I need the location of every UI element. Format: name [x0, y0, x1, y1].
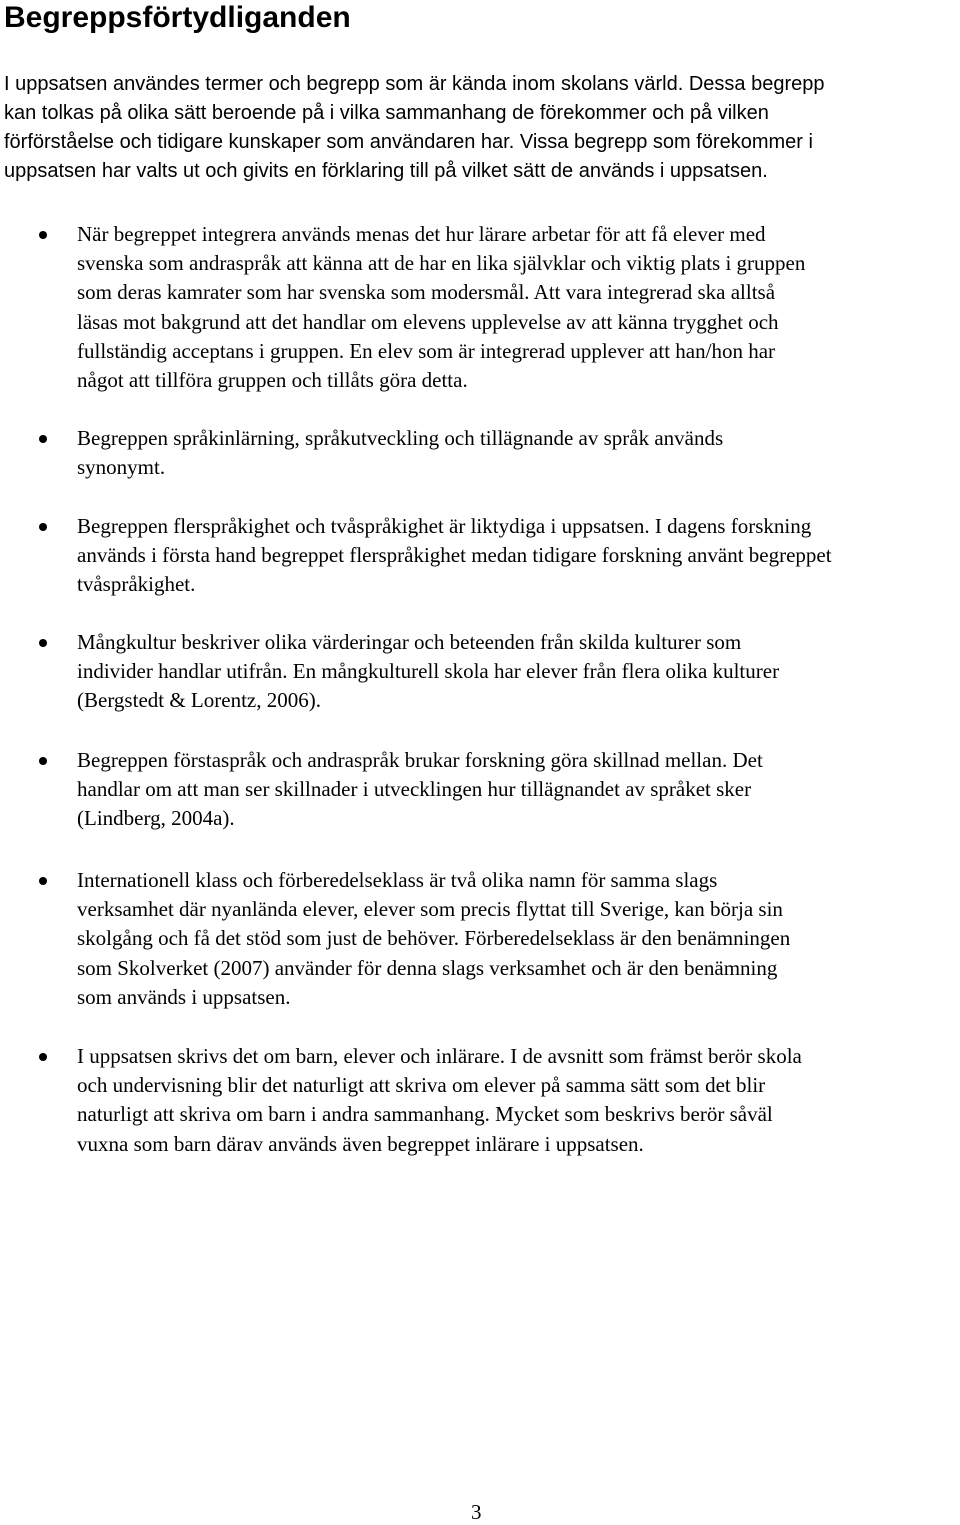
text-line: individer handlar utifrån. En mångkulturell skola har elever från flera olika kulturer	[77, 659, 780, 684]
bullet-icon	[39, 231, 47, 239]
intro-line: uppsatsen har valts ut och givits en förklaring till på vilket sätt de används i uppsatsen.	[4, 160, 768, 182]
text-line: Mångkultur beskriver olika värderingar och beteenden från skilda kulturer som	[77, 630, 742, 654]
text-line: synonymt.	[77, 455, 166, 480]
text-line: (Lindberg, 2004a).	[77, 806, 235, 831]
text-line: vuxna som barn därav används även begreppet inlärare i uppsatsen.	[77, 1131, 644, 1156]
definition-text	[77, 628, 957, 716]
text-line: läsas mot bakgrund att det handlar om elevens upplevelse av att känna trygghet och	[77, 309, 779, 334]
bullet-icon	[39, 1053, 47, 1061]
text-line: Internationell klass och förberedelseklass är två olika namn för samma slags	[77, 868, 718, 892]
text-line: Begreppen flerspråkighet och tvåspråkighet är liktydiga i uppsatsen. I dagens forskning	[77, 514, 812, 538]
text-line: Begreppen förstaspråk och andraspråk brukar forskning göra skillnad mellan. Det	[77, 748, 763, 772]
page-title: Begreppsförtydliganden	[4, 1, 351, 34]
text-line: skolgång och få det stöd som just de behöver. Förberedelseklass är den benämningen	[77, 926, 791, 951]
text-line: I uppsatsen skrivs det om barn, elever och inlärare. I de avsnitt som främst berör skola	[77, 1044, 802, 1068]
text-line: och undervisning blir det naturligt att skriva om elever på samma sätt som det blir	[77, 1073, 766, 1098]
intro-line: I uppsatsen användes termer och begrepp som är kända inom skolans värld. Dessa begrepp	[4, 73, 825, 95]
bullet-icon	[39, 877, 47, 885]
intro-paragraph	[4, 70, 954, 186]
definition-text	[77, 424, 957, 482]
text-line: något att tillföra gruppen och tillåts göra detta.	[77, 368, 468, 393]
text-line: som deras kamrater som har svenska som modersmål. Att vara integrerad ska alltså	[77, 280, 776, 305]
definition-text	[77, 746, 957, 834]
intro-line: förförståelse och tidigare kunskaper som användaren har. Vissa begrepp som förekommer i	[4, 131, 813, 153]
definition-text	[77, 220, 957, 395]
text-line: som används i uppsatsen.	[77, 984, 291, 1009]
text-line: handlar om att man ser skillnader i utvecklingen hur tillägnandet av språket sker	[77, 777, 752, 802]
text-line: svenska som andraspråk att känna att de har en lika självklar och viktig plats i gruppen	[77, 251, 806, 276]
intro-line: kan tolkas på olika sätt beroende på i vilka sammanhang de förekommer och på vilken	[4, 102, 769, 124]
bullet-icon	[39, 435, 47, 443]
text-line: används i första hand begreppet flerspråkighet medan tidigare forskning använt begreppet	[77, 543, 832, 568]
text-line: som Skolverket (2007) använder för denna slags verksamhet och är den benämning	[77, 955, 778, 980]
text-line: Begreppen språkinlärning, språkutveckling och tillägnande av språk används	[77, 426, 724, 450]
page-number: 3	[471, 1500, 482, 1524]
text-line: tvåspråkighet.	[77, 572, 196, 597]
text-line: naturligt att skriva om barn i andra sammanhang. Mycket som beskrivs berör såväl	[77, 1102, 773, 1127]
text-line: (Bergstedt & Lorentz, 2006).	[77, 688, 321, 713]
text-line: När begreppet integrera används menas det hur lärare arbetar för att få elever med	[77, 222, 766, 246]
definition-text	[77, 866, 957, 1012]
definition-text	[77, 1042, 957, 1159]
text-line: verksamhet där nyanlända elever, elever som precis flyttat till Sverige, kan börja sin	[77, 897, 783, 922]
bullet-icon	[39, 757, 47, 765]
text-line: fullständig acceptans i gruppen. En elev som är integrerad upplever att han/hon har	[77, 338, 776, 363]
bullet-icon	[39, 639, 47, 647]
bullet-icon	[39, 523, 47, 531]
definition-text	[77, 512, 957, 600]
